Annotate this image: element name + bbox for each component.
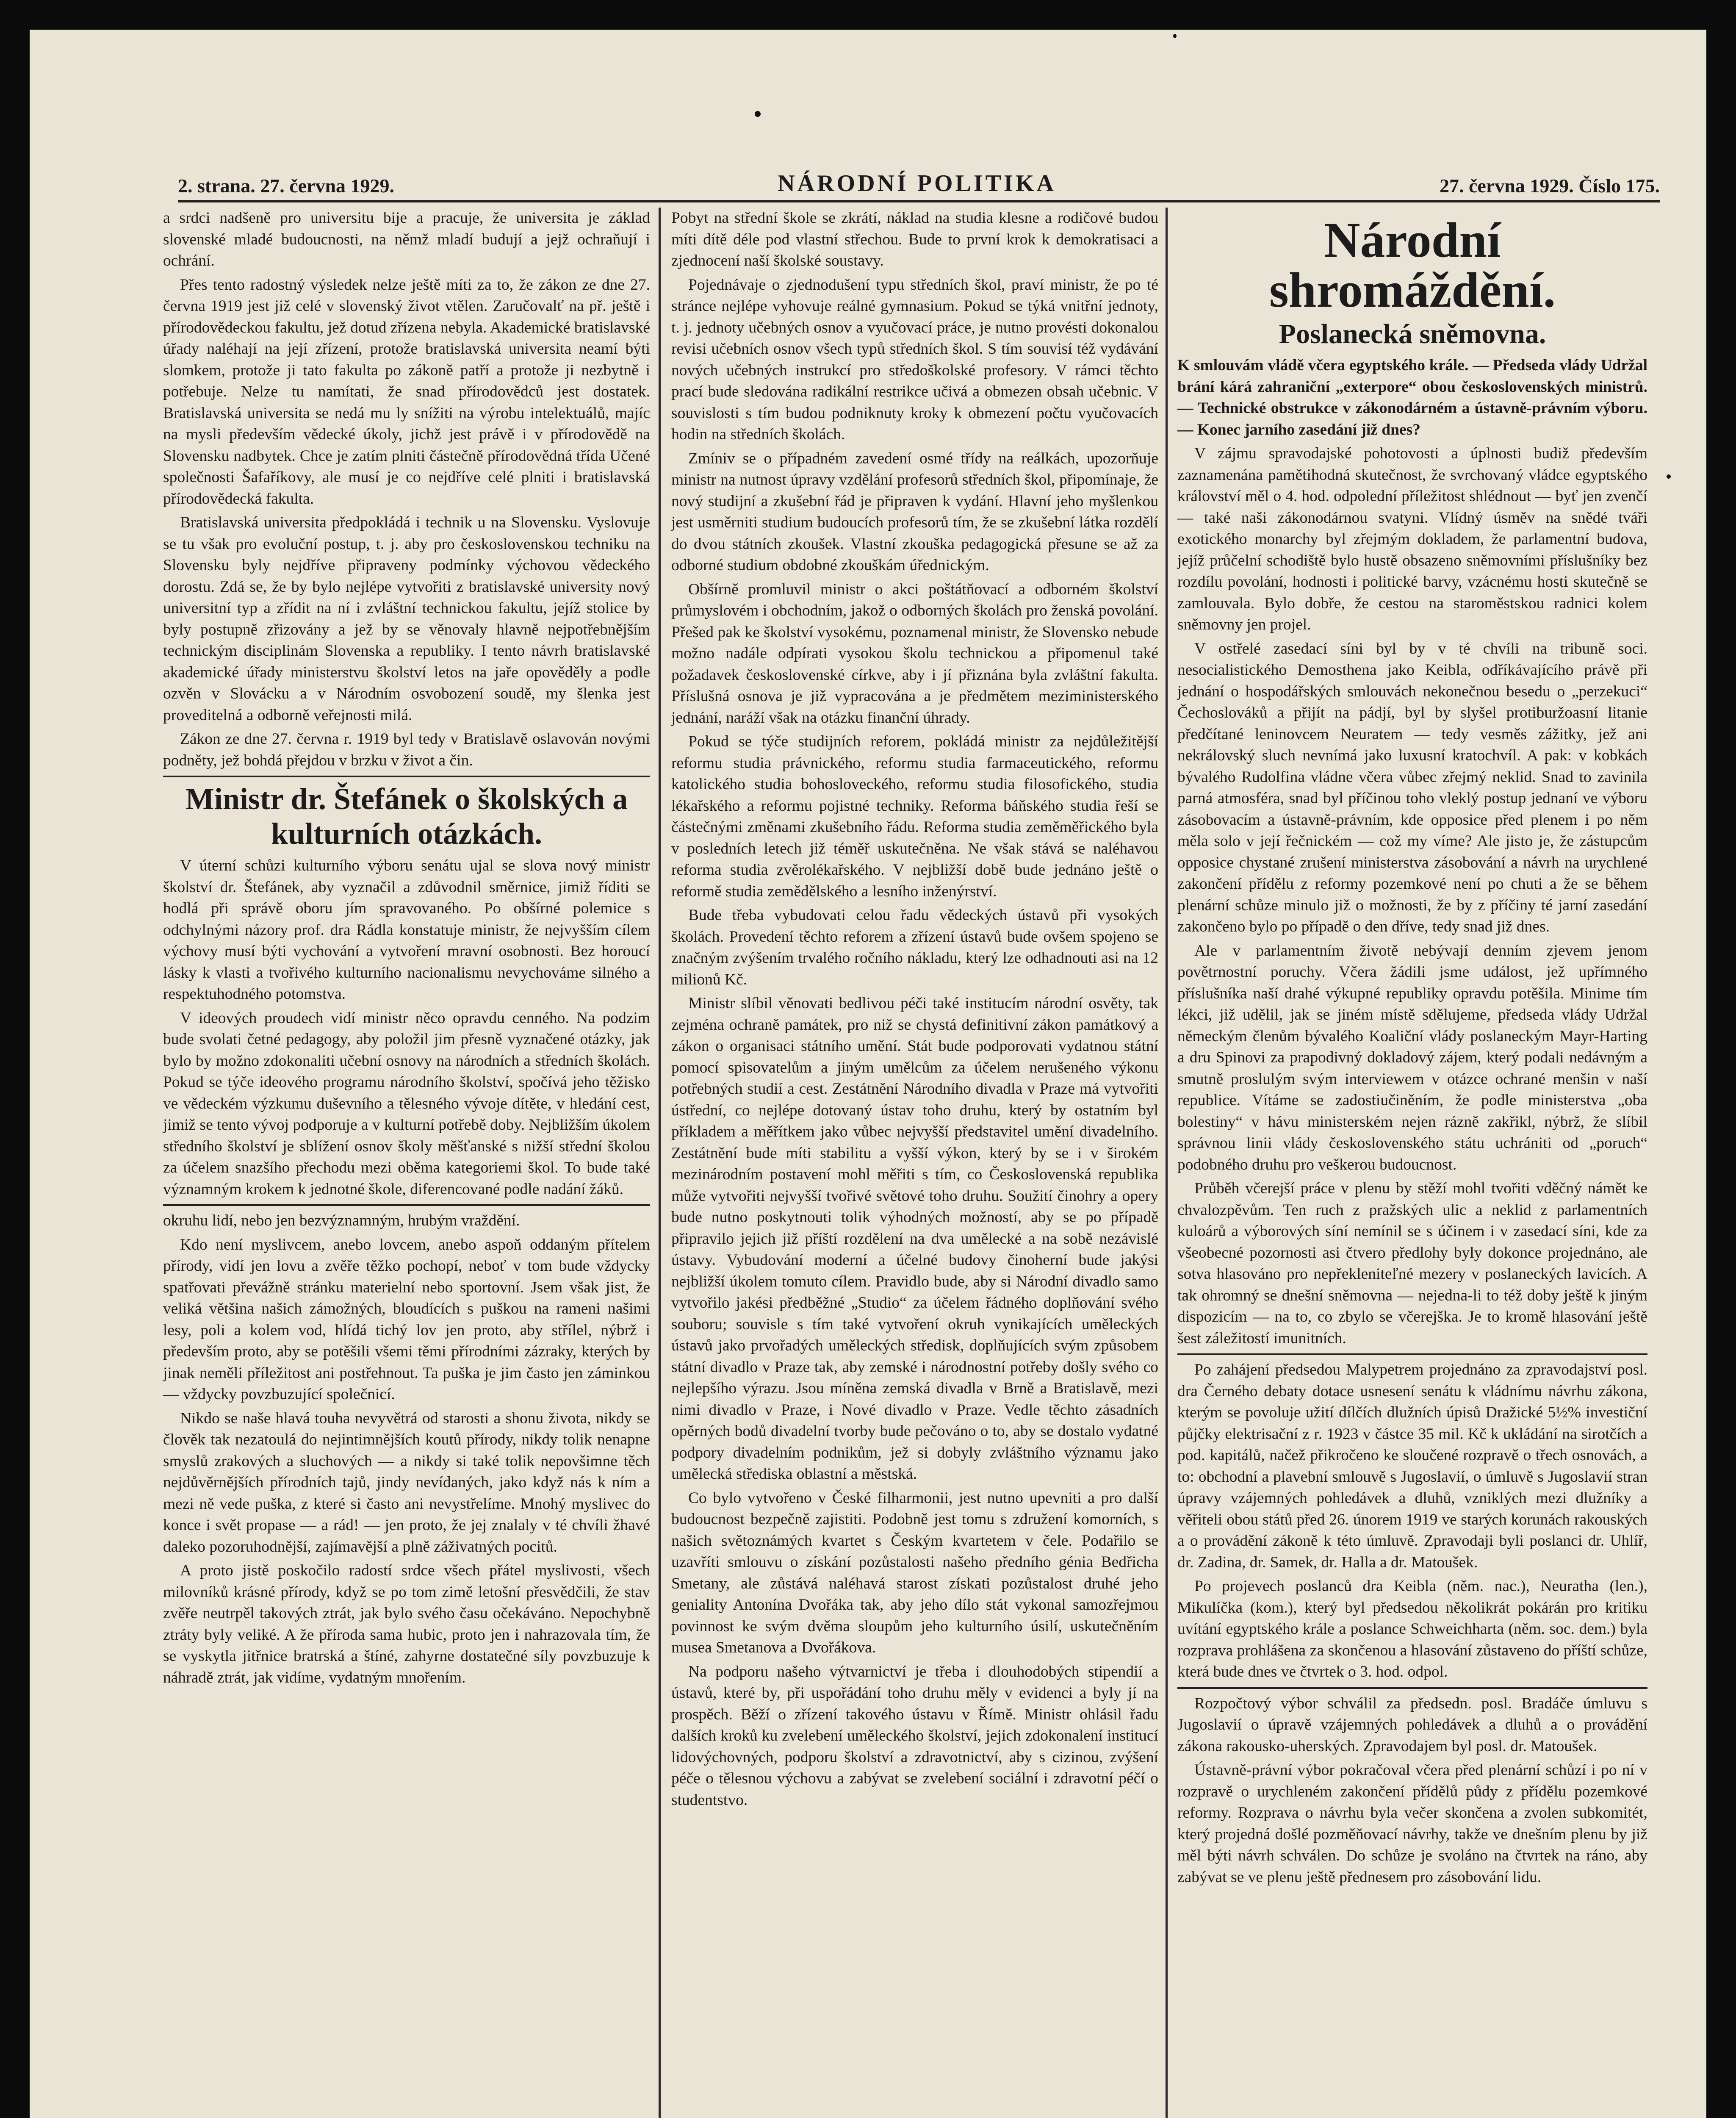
section-rule [1177,1353,1647,1355]
paragraph: Nikdo se naše hlavá touha nevyvětrá od starosti a shonu života, nikdy se člověk tak nezatoulá do nejintimnějších koutů přírody, nikdy tolik nenapne smyslů zrakových a sluchových — a nikdy si také tolik nepovšimne těch nejdůvěrnějších přírodních tajů, jindy nevídaných, jako když nás k ním a mezi ně vede puška, z které si často ani nevystřelíme. Mnohý myslivec do konce i svět propase — a rád! — jen proto, že jej znalaly v té chvíli žhavé daleko pozoruhodnější, zajímavější a plně záživatných pocitů. [163,1409,650,1555]
column-2 [671,208,1158,1813]
paragraph: Pobyt na střední škole se zkrátí, náklad na studia klesne a rodičové budou míti dítě déle pod vlastní střechou. Bude to první krok k demokratisaci a zjednocení naší školské soustavy. [671,209,1158,269]
header-right: 27. června 1929. Číslo 175. [1439,175,1660,197]
ink-speck [1173,34,1177,38]
paragraph: V úterní schůzi kulturního výboru senátu ujal se slova nový ministr školství dr. Štefánek, aby vyznačil a zdůvodnil směrnice, jimiž říditi se hodlá při správě oboru jím spravovaného. Po obšírné polemice s odchylnými názory prof. dra Rádla konstatuje ministr, že nejvyšším cílem výchovy musí býti vychování a vytvoření mravní osobnosti. Bez horoucí lásky k vlasti a tvořivého kulturního nacionalismu nevychováme silného a respektuhodného potomstva. [163,857,650,1003]
paragraph: Ale v parlamentním životě nebývají denním zjevem jenom povětrnostní poruchy. Včera žádili jsme událost, jež upřímného příslušníka naší drahé výkupné republiky opravdu potěšila. Minime tím lékci, již udělil, jak se jiném místě sdělujeme, předseda vlády Udržal německým členům bývalého Koaliční vlády poslaneckým Mayr-Harting a dru Spinovi za prapodivný dokladový zájem, který podali nedávným a smutně proslulým svým interviewem v otázce ochrané menšin v naší republice. Vítáme se zadostiučiněním, že podle ministerstva „oba bolestiny“ v hávu ministerském nejen rázně zakřikl, nýbrž, že slíbil správnou linii vlády československého státu uchrániti od „poruch“ podobného druhu pro veškerou budoucnost. [1177,942,1647,1173]
paragraph: Rozpočtový výbor schválil za předsedn. posl. Bradáče úmluvu s Jugoslavií o úpravě vzájemných pohledávek a dluhů a o provádění zákona rakousko-uherských. Zpravodajem byl posl. dr. Matoušek. [1177,1694,1647,1755]
paragraph: Bude třeba vybudovati celou řadu vědeckých ústavů při vysokých školách. Provedení těchto reforem a zřízení ústavů bude ovšem spojeno se značným zvýšením trvalého ročního nákladu, který lze odhadnouti asi na 12 milionů Kč. [671,907,1158,988]
paragraph: Bratislavská universita předpokládá i technik u na Slovensku. Vyslovuje se tu však pro evoluční postup, t. j. aby pro československou techniku na Slovensku byly nejdříve připraveny podmínky výchovou vědeckého dorostu. Zdá se, že by bylo nejlépe vytvořiti z bratislavské university nový universitní typ a zřídit na ní i zvláštní technickou fakultu, jejíž stolice by byly postupně zřizovány a jež by se věnovaly hlavně nejpotřebnějším technickým disciplinám Slovenska a republiky. I tento návrh bratislavské akademické úřady ministerstvu školství letos na jaře opověděly a podle ozvěn v Slovácku a v Národním osvobození soudě, my šlenka jest proveditelná a odborně veřejnosti milá. [163,514,650,724]
masthead [178,167,1660,197]
paragraph: Ministr slíbil věnovati bedlivou péči také institucím národní osvěty, tak zejména ochraně památek, pro niž se chystá definitivní zákon památkový a zákon o organisaci státního umění. Stát bude podporovati vydatnou státní pomocí spisovatelům a jiným umělcům za účelem nerušeného výkonu potřebných studií a cest. Zestátnění Národního divadla v Praze má vytvořiti ústřední, co nejlépe dotovaný ústav toho druhu, který by ostatním byl příkladem a měřítkem jako vůbec nejvyšší představitel umění divadelního. Zestátnění bude míti stabilitu a vyšší výkon, který by se i v širokém mezinárodním postavení mohl měřiti s tím, co Československá republika může vytvořiti nejvyšší tvořivé světové toho druhu. Soužití činohry a opery bude nutno poskytnouti tolik výhodných možností, aby se po případě připravilo jejich již příští rozdělení na dva umělecké a na sobě nezávislé ústavy. Vybudování moderní a účelné budovy činoherní bude jakýsi nejbližší úkolem tomuto cílem. Pravidlo bude, aby si Národní divadlo samo vytvořilo jakési předběžné „Studio“ za účelem řádného doplňování svého souboru; souvisle s tím také vytvoření okruh vynikajících uměleckých ústavů jako prvořadých uměleckých středisk, doplňujících svým způsobem státní divadlo v Praze tak, aby zemské i národnostní potřeby došly svého co nejlepšího výrazu. Jsou míněna zemská divadla v Brně a Bratislavě, mezi nimi divadlo v Praze, i Nové divadlo v Praze. Vedle těchto zásadních opěrných bodů divadelní tvorby bude pečováno o to, aby se dostalo vydatné podpory divadelním podnikům, jež si dobyly zvláštního významu jako umělecká střediska oblastní a městská. [671,995,1158,1483]
paragraph: a srdci nadšeně pro universitu bije a pracuje, že universita je základ slovenské mladé budoucnosti, na němž mladí budují a jejž ochraňují i ochrání. [163,209,650,269]
paragraph: Pokud se týče studijních reforem, pokládá ministr za nejdůležitější reformu studia právnického, reformu studia farmaceutického, reformu katolického studia bohosloveckého, reformu studia filosofického, studia lékařského a reformu pojistné techniky. Reforma báňského studia řeší se částečnými změnami zkušebního řádu. Reforma studia zeměměřického byla v posledních letech již téměř uskutečněna. Ne však stává se naléhavou reforma studia zvěrolékařského. V nejbližší době bude jednáno ještě o reformě studia zemědělského a lesního inženýrství. [671,733,1158,900]
summary-lead: K smlouvám vládě včera egyptského krále. — Předseda vlády Udržal brání kárá zahraniční „exterpore“ obou československých ministrů. — Technické obstrukce v zákonodárném a ústavně-právním výboru. — Konec jarního zasedání již dnes? [1177,357,1647,438]
section-rule [1177,1687,1647,1689]
header-rule [178,200,1660,202]
paragraph: Zmíniv se o případném zavedení osmé třídy na reálkách, upozorňuje ministr na nutnost úpravy vzdělání profesorů středních škol, připomínaje, že nový studijní a zkušební řád je připraven k vydání. Hlavní jeho myšlenkou jest usměrniti studium budoucích profesorů tím, že se zkušební látka rozdělí do dvou státních zkoušek. Vlastní zkouška pedagogická přesune se až za odborné studium obdobné zkouškám úřednickým. [671,449,1158,574]
paragraph: Kdo není myslivcem, anebo lovcem, anebo aspoň oddaným přítelem přírody, vidí jen lovu a zvěře těžko pochopí, neboť v tom bude vždycky spatřovati převážně stránku materielní nebo sportovní. Jsem však jist, že veliká většina našich zámožných, bloudících s puškou na rameni našimi lesy, poli a kolem vod, hlídá tichý lov jen proto, aby střílel, nýbrž i především proto, aby se potěšili všemi těmi přírodními zázraky, kterých by jinak neměli příležitost ani postřehnout. Ta puška je jim často jen záminkou — vždycky povzbuzující společnicí. [163,1236,650,1403]
section-subheading: Poslanecká sněmovna. [1279,319,1546,349]
paragraph: V ideových proudech vidí ministr něco opravdu cenného. Na podzim bude svolati četné pedagogy, aby položil jim přesně vyznačené otázky, jak bylo by možno zdokonaliti učební osnovy na národních a středních školách. Pokud se týče ideového programu národního školství, spočívá jeho těžisko ve vědeckém výzkumu duševního a tělesného vývoje dítěte, v hledání cest, jimiž se tento vývoj podporuje a v kulturní potřebě doby. Nejbližším úkolem středního školství je sblížení osnov školy měšťanské s nižší střední školou za účelem snazšího přechodu mezi oběma kategoriemi škol. To bude také významným krokem k jednotné škole, diferencované podle nadání žáků. [163,1009,650,1198]
section-heading: Národní shromáždění. [1269,212,1556,318]
paragraph: Po zahájení předsedou Malypetrem projednáno za zpravodajství posl. dra Černého debaty dotace usnesení senátu k vládnímu návrhu zákona, kterým se povoluje užití dílčích dlužních úpisů Dražické 5½% investiční půjčky elektrisační z r. 1923 v částce 35 mil. Kč k ukládání na sirotčích a pod. kapitálů, načež přikročeno ke sloučené rozpravě o třech osnovách, a to: obchodní a plavební smlouvě s Jugoslavií, o úmluvě s Jugoslavií stran úpravy vzájemných pohledávek a dluhů, vzniklých mezi dlužníky a věřiteli obou států před 26. únorem 1919 ve starých korunách rakouských a o provádění zákoně k této úmluvě. Zpravodaji byli poslanci dr. Uhlíř, dr. Zadina, dr. Samek, dr. Halla a dr. Matoušek. [1177,1361,1647,1571]
paragraph: Průběh včerejší práce v plenu by stěží mohl tvořiti vděčný námět ke chvalozpěvům. Ten ruch z pražských ulic a neklid z parlamentních kuloárů a výborových síní nemínil se s účinem i v zasedací síni, kde za všeobecné pozornosti asi čtvero předlohy byly dokonce projednáno, ale sotva hlasováno pro nepřekleniteľné mezery v poslaneckých lavicích. A tak ohromný se dnešní sněmovna — nejedna-li to též doby ještě k jiným dispozicím — na to, co zbylo se včerejška. Je to kromě hlasování ještě šest záležitostí imunitních. [1177,1180,1647,1347]
column-3 [1177,208,1647,1891]
paragraph: Na podporu našeho výtvarnictví je třeba i dlouhodobých stipendií a ústavů, které by, při uspořádání toho druhu měly v evidenci a byly jí na prospěch. Běží o zřízení takového ústavu v Římě. Ministr ohlásil řadu dalších kroků ku zvelebení uměleckého školství, jejich zdokonalení institucí lidovýchovných, podporu školství a zdravotnictví, aby s cizinou, zvýšení péče o tělesnou výchovu a zabývat se zvelebení sociální i zdravotní péčí o studentstvo. [671,1663,1158,1809]
paragraph: V zájmu spravodajské pohotovosti a úplnosti budiž především zaznamenána pamětihodná skutečnost, že svrchovaný vládce egyptského království měl o 4. hod. odpolední příležitost shlédnout — byť jen zvenčí — také naši zákonodárnou svatyni. Vlídný úsměv na snědé tváři exotického monarchy byl zřejmým dokladem, že parlamentní budova, jejíž průčelní schodiště bylo hustě obsazeno sněmovními příslušníky bez rozdílu povolání, hodnosti i politické barvy, vzácnému hosti skutečně se zamlouvala. Bylo dobře, že cestou na staroměstskou radnici kolem sněmovny jen projel. [1177,445,1647,633]
paragraph: Obšírně promluvil ministr o akci poštátňovací a odborném školství průmyslovém i obchodním, jakož o odborných školách pro ženská povolání. Přešed pak ke školství vysokému, poznamenal ministr, že Slovensko nebude možno nadále odpírati vysokou školu technickou a připomenul také požadavek československé církve, aby i jí přiznána byla zvláštní fakulta. Příslušná osnova je již vypracována a je předmětem meziministerského jednání, naráží však na otázku finanční úhrady. [671,580,1158,726]
paragraph: Ústavně-právní výbor pokračoval včera před plenární schůzí i po ní v rozpravě o urychleném zakončení přídělů půdy z přídělu pozemkové reformy. Rozprava o návrhu byla večer skončena a zvolen subkomitét, který projedná došlé pozměňovací návrhy, takže ve dnešním plenu by již měl býti návrh schválen. Do schůze je svoláno na čtvrtek na ráno, aby zabývat se ve plenu ještě přednesem pro zásobování lidu. [1177,1761,1647,1886]
paragraph: okruhu lidí, nebo jen bezvýznamným, hrubým vraždění. [163,1212,520,1229]
article-heading: Ministr dr. Štefánek o školských a kulturních otázkách. [185,782,628,851]
paragraph: A proto jistě poskočilo radostí srdce všech přátel myslivosti, všech milovníků krásné přírody, když se po tom zimě letošní přesvědčili, že stav zvěře neutrpěl takových ztrát, jak bylo svého času očekáváno. Nepochybně ztráty byly veliké. A že příroda sama hubic, proto jen i nahrazovala tím, že se vyskytla jitřnice bratrská a štíné, zahyrne dostatečné síly povzbuzuje k náhradě ztrát, jak vidíme, vydatným mnořením. [163,1562,650,1686]
header-left: 2. strana. 27. června 1929. [178,175,395,197]
ink-speck [755,111,761,117]
ink-speck [1667,474,1671,479]
column-divider [1166,208,1168,2118]
paragraph: V ostřelé zasedací síni byl by v té chvíli na tribuně soci. nesocialistického Demosthena jako Keibla, odříkávajícího právě při jednání o hospodářských smlouvách nekonečnou besedu o „perzekuci“ Čechoslováků a přijít na pádjí, byl by slyšel protiburžoasní litanie předčítané leninovcem Neuratem — tedy vesměs zážitky, jež ani nekrálovský sluch nevnímá jako luxusní kratochvíl. A pak: v kobkách bývalého Rudolfina vládne včera vůbec zřejmý neklid. Snad to zavinila parná atmosféra, snad byl příčinou toho vleklý postup jednaní ve výboru zásobovacím a ústavně-právním, kde opposice před plenem i po něm měla solo v její řečnickém — což my víme? Ale jisto je, že zástupcům opposice chystané zrušení ministerstva zásobování a návrh na urychlené zakončení přídělu z reformy pozemkové není po chuti a že se během plenární schůze minulo již o možnosti, že by z příčiny té jarní zasedání zakončeno bylo po případě o den dříve, tedy snad již dnes. [1177,640,1647,935]
paragraph: Přes tento radostný výsledek nelze ještě míti za to, že zákon ze dne 27. června 1919 jest již celé v slovenský život vtělen. Zaručovalť na př. ještě i přírodovědeckou fakultu, jež dotud zřízena nebyla. Akademické bratislavské úřady naléhají na její zřízení, protože bratislavská universita neamí býti slomkem, protože ji tato fakulta po zákoně patří a protože ji nezbytně i potřebuje. Nelze tu namítati, že snad přírodovědců jest dostatek. Bratislavská universita se nedá mu ly snížiti na výrobu intelektuálů, majíc na mysli především vědecké úkoly, jichž jest právě i v přírodovědě na Slovensku nadbytek. Chce je zatím plniti částečně přírodovědná třída Učené společnosti Šafaříkovy, ale musí je co nejdříve celé plniti i bratislavská přírodovědecká fakulta. [163,276,650,507]
column-divider [659,208,661,2118]
newspaper-title: NÁRODNÍ POLITIKA [778,170,1056,197]
paragraph: Po projevech poslanců dra Keibla (něm. nac.), Neuratha (len.), Mikulíčka (kom.), který byl předsedou několikrát pokárán pro kritiku uvítání egyptského krále a poslance Schweichharta (něm. soc. dem.) byla rozprava prohlášena za skončenou a hlasování zůstaveno do příští schůze, která bude dnes ve čtvrtek o 3. hod. odpol. [1177,1577,1647,1680]
column-1 [163,208,650,1691]
paragraph: Zákon ze dne 27. června r. 1919 byl tedy v Bratislavě oslavován novými podněty, jež bohdá přejdou v brzku v život a čin. [163,730,650,769]
section-rule [163,1204,650,1206]
section-rule [163,776,650,777]
paragraph: Pojednávaje o zjednodušení typu středních škol, praví ministr, že po té stránce nejlépe vyhovuje reálné gymnasium. Pokud se týká vnitřní jednoty, t. j. jednoty učebných osnov a vyučovací práce, je nutno provésti dokonalou revisi učebních osnov všech typů středních škol. S tím souvisí též vydávání nových učebných instrukcí pro středoškolské profesory. V rámci těchto prací bude sledována radikální restrikce učivá a obmezen obsah učebnic. V souvislosti s tím budou podniknuty kroky k obmezení počtu vyučovacích hodin na středních školách. [671,276,1158,443]
paragraph: Co bylo vytvořeno v České filharmonii, jest nutno upevniti a pro další budoucnost bezpečně zajistiti. Podobně jest tomu s združení komorních, s našich světoznámých kvartet s Českým kvartetem v čele. Podařilo se uzavříti smlouvu o získání pozůstalosti našeho předního génia Bedřicha Smetany, ale zůstává naléhavá starost získati pozůstalost druhé jeho geniality Antonína Dvořáka tak, aby jeho dílo stát vykonal samozřejmou povinnost ke svým dvěma sloupům jeho kulturního úsilí, uskutečněním musea Smetanova a Dvořákova. [671,1489,1158,1656]
